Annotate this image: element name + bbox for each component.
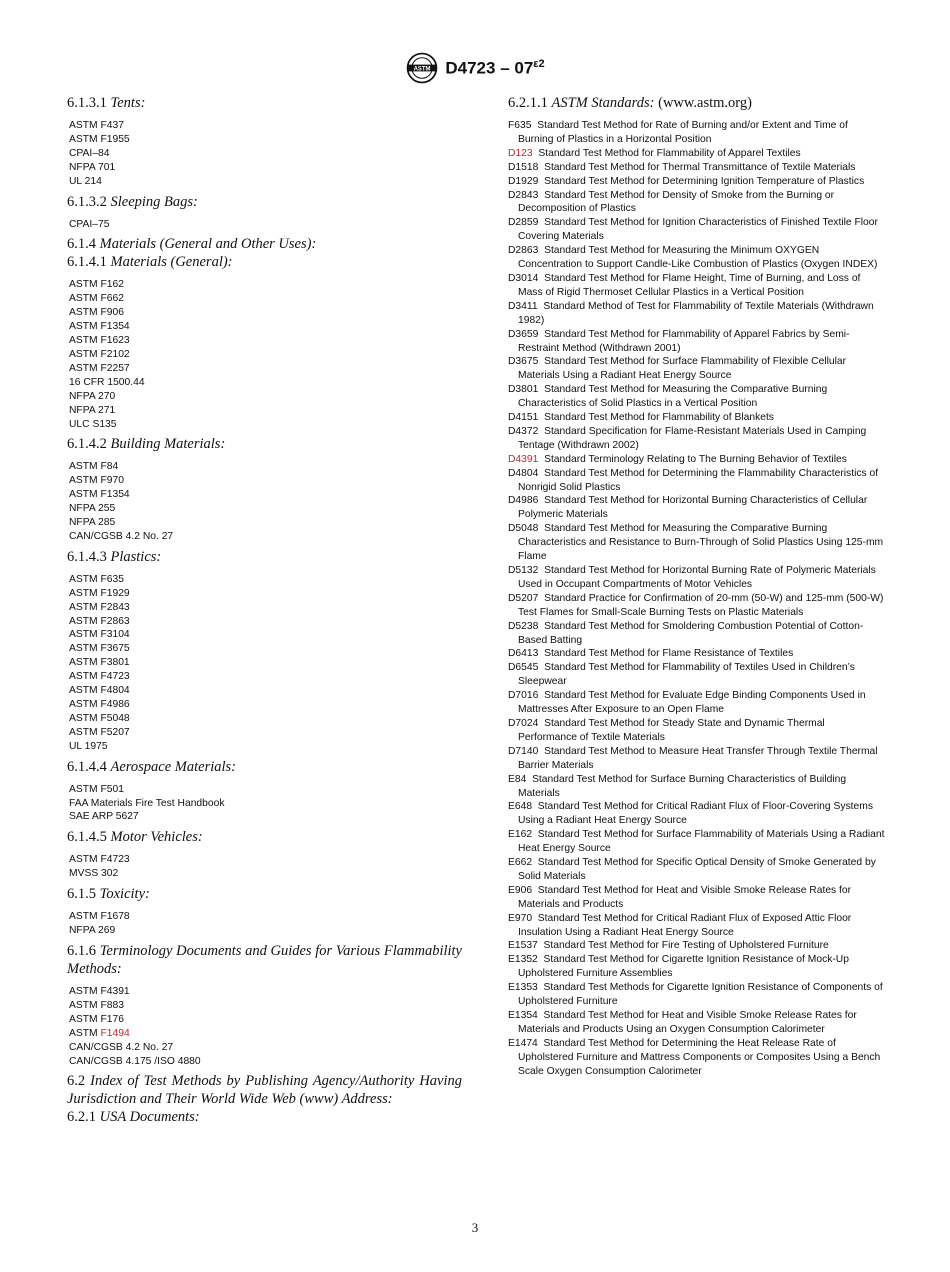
reference-entry xyxy=(508,467,886,495)
list-item: ASTM F2863 xyxy=(69,615,130,627)
reference-entry xyxy=(508,953,886,981)
standards-list xyxy=(69,783,462,825)
section-heading: 6.2 Index of Test Methods by Publishing Agency/Authority Having Jurisdiction and Their World Wide Web (www) Address: xyxy=(67,1073,462,1108)
reference-entry xyxy=(508,175,886,189)
standard-title: Standard Test Method for Determining Ignition Temperature of Plastics xyxy=(544,175,865,187)
standard-title: Standard Test Method for Thermal Transmittance of Textile Materials xyxy=(544,161,856,173)
page-number: 3 xyxy=(471,1220,479,1235)
standard-title: Standard Test Method for Flammability of Apparel Fabrics by Semi-Restraint Method (Withdrawn 2001) xyxy=(518,328,850,354)
list-item: ASTM F84 xyxy=(69,461,119,473)
standards-list xyxy=(69,910,462,938)
reference-entry xyxy=(508,494,886,522)
reference-entry xyxy=(508,1037,886,1079)
list-item: ASTM F4391 xyxy=(69,985,130,997)
list-item: ASTM F1678 xyxy=(69,911,130,923)
standard-code[interactable]: D123 xyxy=(508,147,533,159)
list-item: ASTM F1623 xyxy=(69,335,130,347)
standard-title: Standard Test Method for Surface Flammability of Materials Using a Radiant Heat Energy Source xyxy=(518,829,885,855)
left-column xyxy=(67,94,462,1126)
list-item: ASTM F2843 xyxy=(69,601,130,613)
standard-title: Standard Test Methods for Cigarette Ignition Resistance of Components of Upholstered Furniture xyxy=(518,982,883,1008)
list-item: ASTM F437 xyxy=(69,120,124,131)
reference-entry xyxy=(508,383,886,411)
list-item: CAN/CGSB 4.2 No. 27 xyxy=(69,530,174,542)
list-item: ASTM F162 xyxy=(69,279,124,291)
reference-entry xyxy=(508,912,886,940)
standard-title: Standard Test Method for Density of Smoke from the Burning or Decomposition of Plastics xyxy=(518,189,835,215)
reference-entry xyxy=(508,216,886,244)
standard-title: Standard Practice for Confirmation of 20-mm (50-W) and 125-mm (500-W) Test Flames for Small-Scale Burning Tests on Plastic Materials xyxy=(518,592,884,618)
reference-entry xyxy=(508,425,886,453)
list-item: NFPA 271 xyxy=(69,404,116,416)
reference-entry xyxy=(508,647,886,661)
standard-title: Standard Test Method for Horizontal Burning Characteristics of Cellular Polymeric Materials xyxy=(518,495,868,521)
standard-code: D3659 xyxy=(508,328,539,340)
list-item: ASTM F176 xyxy=(69,1013,124,1025)
standards-list xyxy=(69,460,462,543)
section-heading: 6.1.5 Toxicity: xyxy=(67,886,150,903)
list-item: CPAI–84 xyxy=(69,147,110,159)
list-item: ASTM F1494 xyxy=(69,1027,130,1039)
standard-code: D3675 xyxy=(508,356,539,368)
standard-code: D1518 xyxy=(508,161,539,173)
section-heading: 6.2.1 USA Documents: xyxy=(67,1109,200,1126)
list-item: CPAI–75 xyxy=(69,218,110,230)
section-heading: 6.1.6 Terminology Documents and Guides for Various Flammability Methods: xyxy=(67,942,462,977)
reference-entry xyxy=(508,189,886,217)
document-designation: $D4723 - 07^{\varepsilon 2}$ xyxy=(445,57,545,78)
section-heading: 6.1.4.1 Materials (General): xyxy=(67,254,233,271)
reference-entry xyxy=(508,661,886,689)
reference-entry xyxy=(508,800,886,828)
reference-entry xyxy=(508,884,886,912)
standard-title: Standard Test Method for Critical Radiant Flux of Floor-Covering Systems Using a Radiant Heat Energy Source xyxy=(518,801,873,827)
list-item: NFPA 255 xyxy=(69,503,116,515)
list-item: UL 1975 xyxy=(69,740,108,752)
page-header xyxy=(0,51,950,85)
standard-code: D7024 xyxy=(508,717,539,729)
reference-entry xyxy=(508,453,886,467)
section-heading: 6.1.4 Materials (General and Other Uses): xyxy=(67,236,317,253)
standard-title: Standard Test Method for Determining the Heat Release Rate of Upholstered Furniture and Mattress Components or Composites Using a Bench Scale Oxygen Consumption Calorimeter xyxy=(518,1037,881,1077)
list-item: ASTM F883 xyxy=(69,999,124,1011)
list-item: CAN/CGSB 4.2 No. 27 xyxy=(69,1041,174,1053)
list-item: ASTM F635 xyxy=(69,573,124,585)
standard-code: D4986 xyxy=(508,495,539,507)
standard-title: Standard Specification for Flame-Resistant Materials Used in Camping Tentage (Withdrawn 2002) xyxy=(518,425,867,451)
standard-code: E1352 xyxy=(508,954,538,966)
standard-title: Standard Test Method for Cigarette Ignition Resistance of Mock-Up Upholstered Furniture Assemblies xyxy=(518,954,849,980)
standard-code: E1474 xyxy=(508,1037,538,1049)
standards-list xyxy=(69,853,462,881)
standard-title: Standard Test Method for Steady State and Dynamic Thermal Performance of Textile Materials xyxy=(518,717,825,743)
standard-code: D1929 xyxy=(508,175,539,187)
standard-title: Standard Test Method to Measure Heat Transfer Through Textile Thermal Barrier Materials xyxy=(518,745,878,771)
standard-code: E662 xyxy=(508,857,533,869)
list-item: ASTM F662 xyxy=(69,293,124,305)
standards-list xyxy=(69,218,462,232)
standard-title: Standard Test Method for Horizontal Burning Rate of Polymeric Materials Used in Occupant Compartments of Motor Vehicles xyxy=(518,565,876,590)
standard-title: Standard Test Method for Flame Height, Time of Burning, and Loss of Mass of Rigid Thermoset Cellular Plastics in a Vertical Position xyxy=(518,272,861,298)
section-heading: 6.1.4.4 Aerospace Materials: xyxy=(67,758,237,775)
standard-title: Standard Test Method for Evaluate Edge Binding Components Used in Mattresses After Exposure to an Open Flame xyxy=(518,690,866,716)
standard-title: Standard Test Method for Specific Optical Density of Smoke Generated by Solid Materials xyxy=(518,857,876,882)
svg-text:ASTM: ASTM xyxy=(413,66,431,73)
reference-entry xyxy=(508,244,886,272)
list-item: ULC S135 xyxy=(69,418,117,430)
section-heading: 6.1.3.1 Tents: xyxy=(67,95,146,111)
standard-title: Standard Test Method for Surface Burning Characteristics of Building Materials xyxy=(518,773,847,799)
list-item: SAE ARP 5627 xyxy=(69,811,139,823)
list-item: ASTM F3801 xyxy=(69,657,130,669)
standard-title: Standard Test Method for Surface Flammability of Flexible Cellular Materials Using a Radiant Heat Energy Source xyxy=(518,356,847,382)
standard-code: D4372 xyxy=(508,425,539,437)
standard-code: D2859 xyxy=(508,217,539,229)
standard-title: Standard Test Method for Flammability of Textiles Used in Children’s Sleepwear xyxy=(518,662,855,688)
reference-entry xyxy=(508,411,886,425)
list-item: ASTM F2102 xyxy=(69,348,130,360)
standard-title: Standard Test Method for Fire Testing of Upholstered Furniture xyxy=(543,940,829,952)
standards-list xyxy=(69,985,462,1068)
standard-code: D3411 xyxy=(508,300,538,312)
reference-entry xyxy=(508,773,886,801)
list-item: NFPA 270 xyxy=(69,390,116,402)
standard-code: D7140 xyxy=(508,745,539,757)
reference-list xyxy=(508,119,886,1079)
standard-title: Standard Test Method for Rate of Burning and/or Extent and Time of Burning of Plastics in a Horizontal Position xyxy=(518,120,848,145)
list-item: CAN/CGSB 4.175 /ISO 4880 xyxy=(69,1055,201,1067)
section-heading: 6.1.4.2 Building Materials: xyxy=(67,436,226,453)
standard-title: Standard Test Method for Determining the Flammability Characteristics of Nonrigid Solid Plastics xyxy=(518,467,879,493)
standard-title: Standard Test Method for Critical Radiant Flux of Exposed Attic Floor Insulation Using a Radiant Heat Energy Source xyxy=(518,912,852,938)
reference-entry xyxy=(508,939,886,953)
section-heading: 6.1.3.2 Sleeping Bags: xyxy=(67,193,198,210)
standard-code: D7016 xyxy=(508,690,539,702)
standard-title: Standard Test Method for Measuring the Minimum OXYGEN Concentration to Support Candle-Like Combustion of Plastics (Oxygen INDEX) xyxy=(518,245,878,271)
list-item: MVSS 302 xyxy=(69,868,119,880)
reference-entry xyxy=(508,620,886,648)
list-item: ASTM F1955 xyxy=(69,133,130,145)
standard-title: Standard Test Method for Smoldering Combustion Potential of Cotton-Based Batting xyxy=(518,620,864,646)
reference-entry xyxy=(508,119,886,147)
astm-logo-icon xyxy=(405,51,439,85)
list-item: ASTM F5207 xyxy=(69,726,130,738)
section-heading: 6.1.4.3 Plastics: xyxy=(67,548,162,565)
reference-entry xyxy=(508,1009,886,1037)
standard-code: D5048 xyxy=(508,523,539,535)
standard-title: Standard Test Method for Measuring the Comparative Burning Characteristics of Solid Plastics in a Vertical Position xyxy=(518,384,828,410)
list-item: ASTM F1354 xyxy=(69,489,130,501)
list-item: NFPA 269 xyxy=(69,925,116,937)
standard-code: D2863 xyxy=(508,245,539,257)
standards-list xyxy=(69,573,462,754)
list-item: FAA Materials Fire Test Handbook xyxy=(69,797,225,809)
standard-code: E906 xyxy=(508,884,533,896)
standard-code: D4151 xyxy=(508,412,539,424)
standard-code: D5132 xyxy=(508,565,539,576)
list-item: ASTM F501 xyxy=(69,783,124,795)
list-item: ASTM F4804 xyxy=(69,685,130,697)
standard-code: D3801 xyxy=(508,384,539,396)
reference-entry xyxy=(508,328,886,356)
standard-code[interactable]: D4391 xyxy=(508,453,539,465)
standard-title: Standard Test Method for Flammability of Apparel Textiles xyxy=(538,147,801,159)
standard-code: D4804 xyxy=(508,467,539,479)
reference-entry xyxy=(508,272,886,300)
standard-code: E648 xyxy=(508,801,533,813)
list-item: 16 CFR 1500.44 xyxy=(69,376,145,388)
standard-title: Standard Test Method for Flammability of Blankets xyxy=(544,412,774,424)
list-item: ASTM F3104 xyxy=(69,629,130,641)
reference-entry xyxy=(508,522,886,564)
standard-title: Standard Test Method for Measuring the Comparative Burning Characteristics and Resistance to Burn-Through of Solid Plastics Using 125-mm Flame xyxy=(518,523,884,563)
standard-title: Standard Test Method for Flame Resistance of Textiles xyxy=(544,648,794,660)
standards-list xyxy=(69,278,462,431)
right-column xyxy=(508,94,886,1079)
standard-code: D5207 xyxy=(508,592,539,604)
standard-title: Standard Test Method for Heat and Visible Smoke Release Rates for Materials and Products xyxy=(518,884,852,910)
standard-code: E84 xyxy=(508,773,527,785)
standard-code: E1354 xyxy=(508,1010,538,1021)
standard-code: D2843 xyxy=(508,189,539,201)
reference-entry xyxy=(508,592,886,620)
reference-entry xyxy=(508,689,886,717)
standards-list xyxy=(69,119,462,189)
list-item: UL 214 xyxy=(69,175,102,187)
list-item: ASTM F906 xyxy=(69,307,124,319)
standard-title: Standard Terminology Relating to The Burning Behavior of Textiles xyxy=(544,453,847,465)
standard-code: D5238 xyxy=(508,620,539,632)
reference-entry xyxy=(508,147,886,161)
list-item: ASTM F4723 xyxy=(69,671,130,683)
list-item: ASTM F4986 xyxy=(69,699,130,710)
standard-code: E1353 xyxy=(508,982,538,994)
list-item: ASTM F4723 xyxy=(69,854,130,866)
reference-entry xyxy=(508,856,886,884)
reference-entry xyxy=(508,745,886,773)
reference-entry xyxy=(508,828,886,856)
standard-title: Standard Method of Test for Flammability of Textile Materials (Withdrawn 1982) xyxy=(518,300,874,326)
reference-link[interactable]: F1494 xyxy=(100,1027,130,1039)
standard-title: Standard Test Method for Ignition Characteristics of Finished Textile Floor Covering Materials xyxy=(518,217,878,243)
reference-entry xyxy=(508,300,886,328)
reference-entry xyxy=(508,564,886,592)
standard-code: E1537 xyxy=(508,940,538,952)
standard-code: D6413 xyxy=(508,648,539,660)
reference-entry xyxy=(508,161,886,175)
list-item: ASTM F1354 xyxy=(69,321,130,333)
standard-code: D6545 xyxy=(508,662,539,674)
list-item: ASTM F5048 xyxy=(69,712,130,724)
list-item: ASTM F3675 xyxy=(69,643,130,655)
reference-entry xyxy=(508,355,886,383)
section-heading: 6.2.1.1 ASTM Standards: (www.astm.org) xyxy=(508,95,752,111)
list-item: ASTM F2257 xyxy=(69,362,130,374)
list-item: ASTM F970 xyxy=(69,475,124,487)
standard-code: F635 xyxy=(508,120,532,131)
reference-entry xyxy=(508,717,886,745)
list-item: ASTM F1929 xyxy=(69,587,130,599)
standard-code: E970 xyxy=(508,912,533,924)
section-heading: 6.1.4.5 Motor Vehicles: xyxy=(67,829,203,846)
standard-code: E162 xyxy=(508,829,533,841)
standard-code: D3014 xyxy=(508,272,539,284)
reference-entry xyxy=(508,981,886,1009)
list-item: NFPA 701 xyxy=(69,161,116,173)
standard-title: Standard Test Method for Heat and Visible Smoke Release Rates for Materials and Products Using an Oxygen Consumption Calorimeter xyxy=(518,1010,857,1035)
list-item: NFPA 285 xyxy=(69,517,116,529)
